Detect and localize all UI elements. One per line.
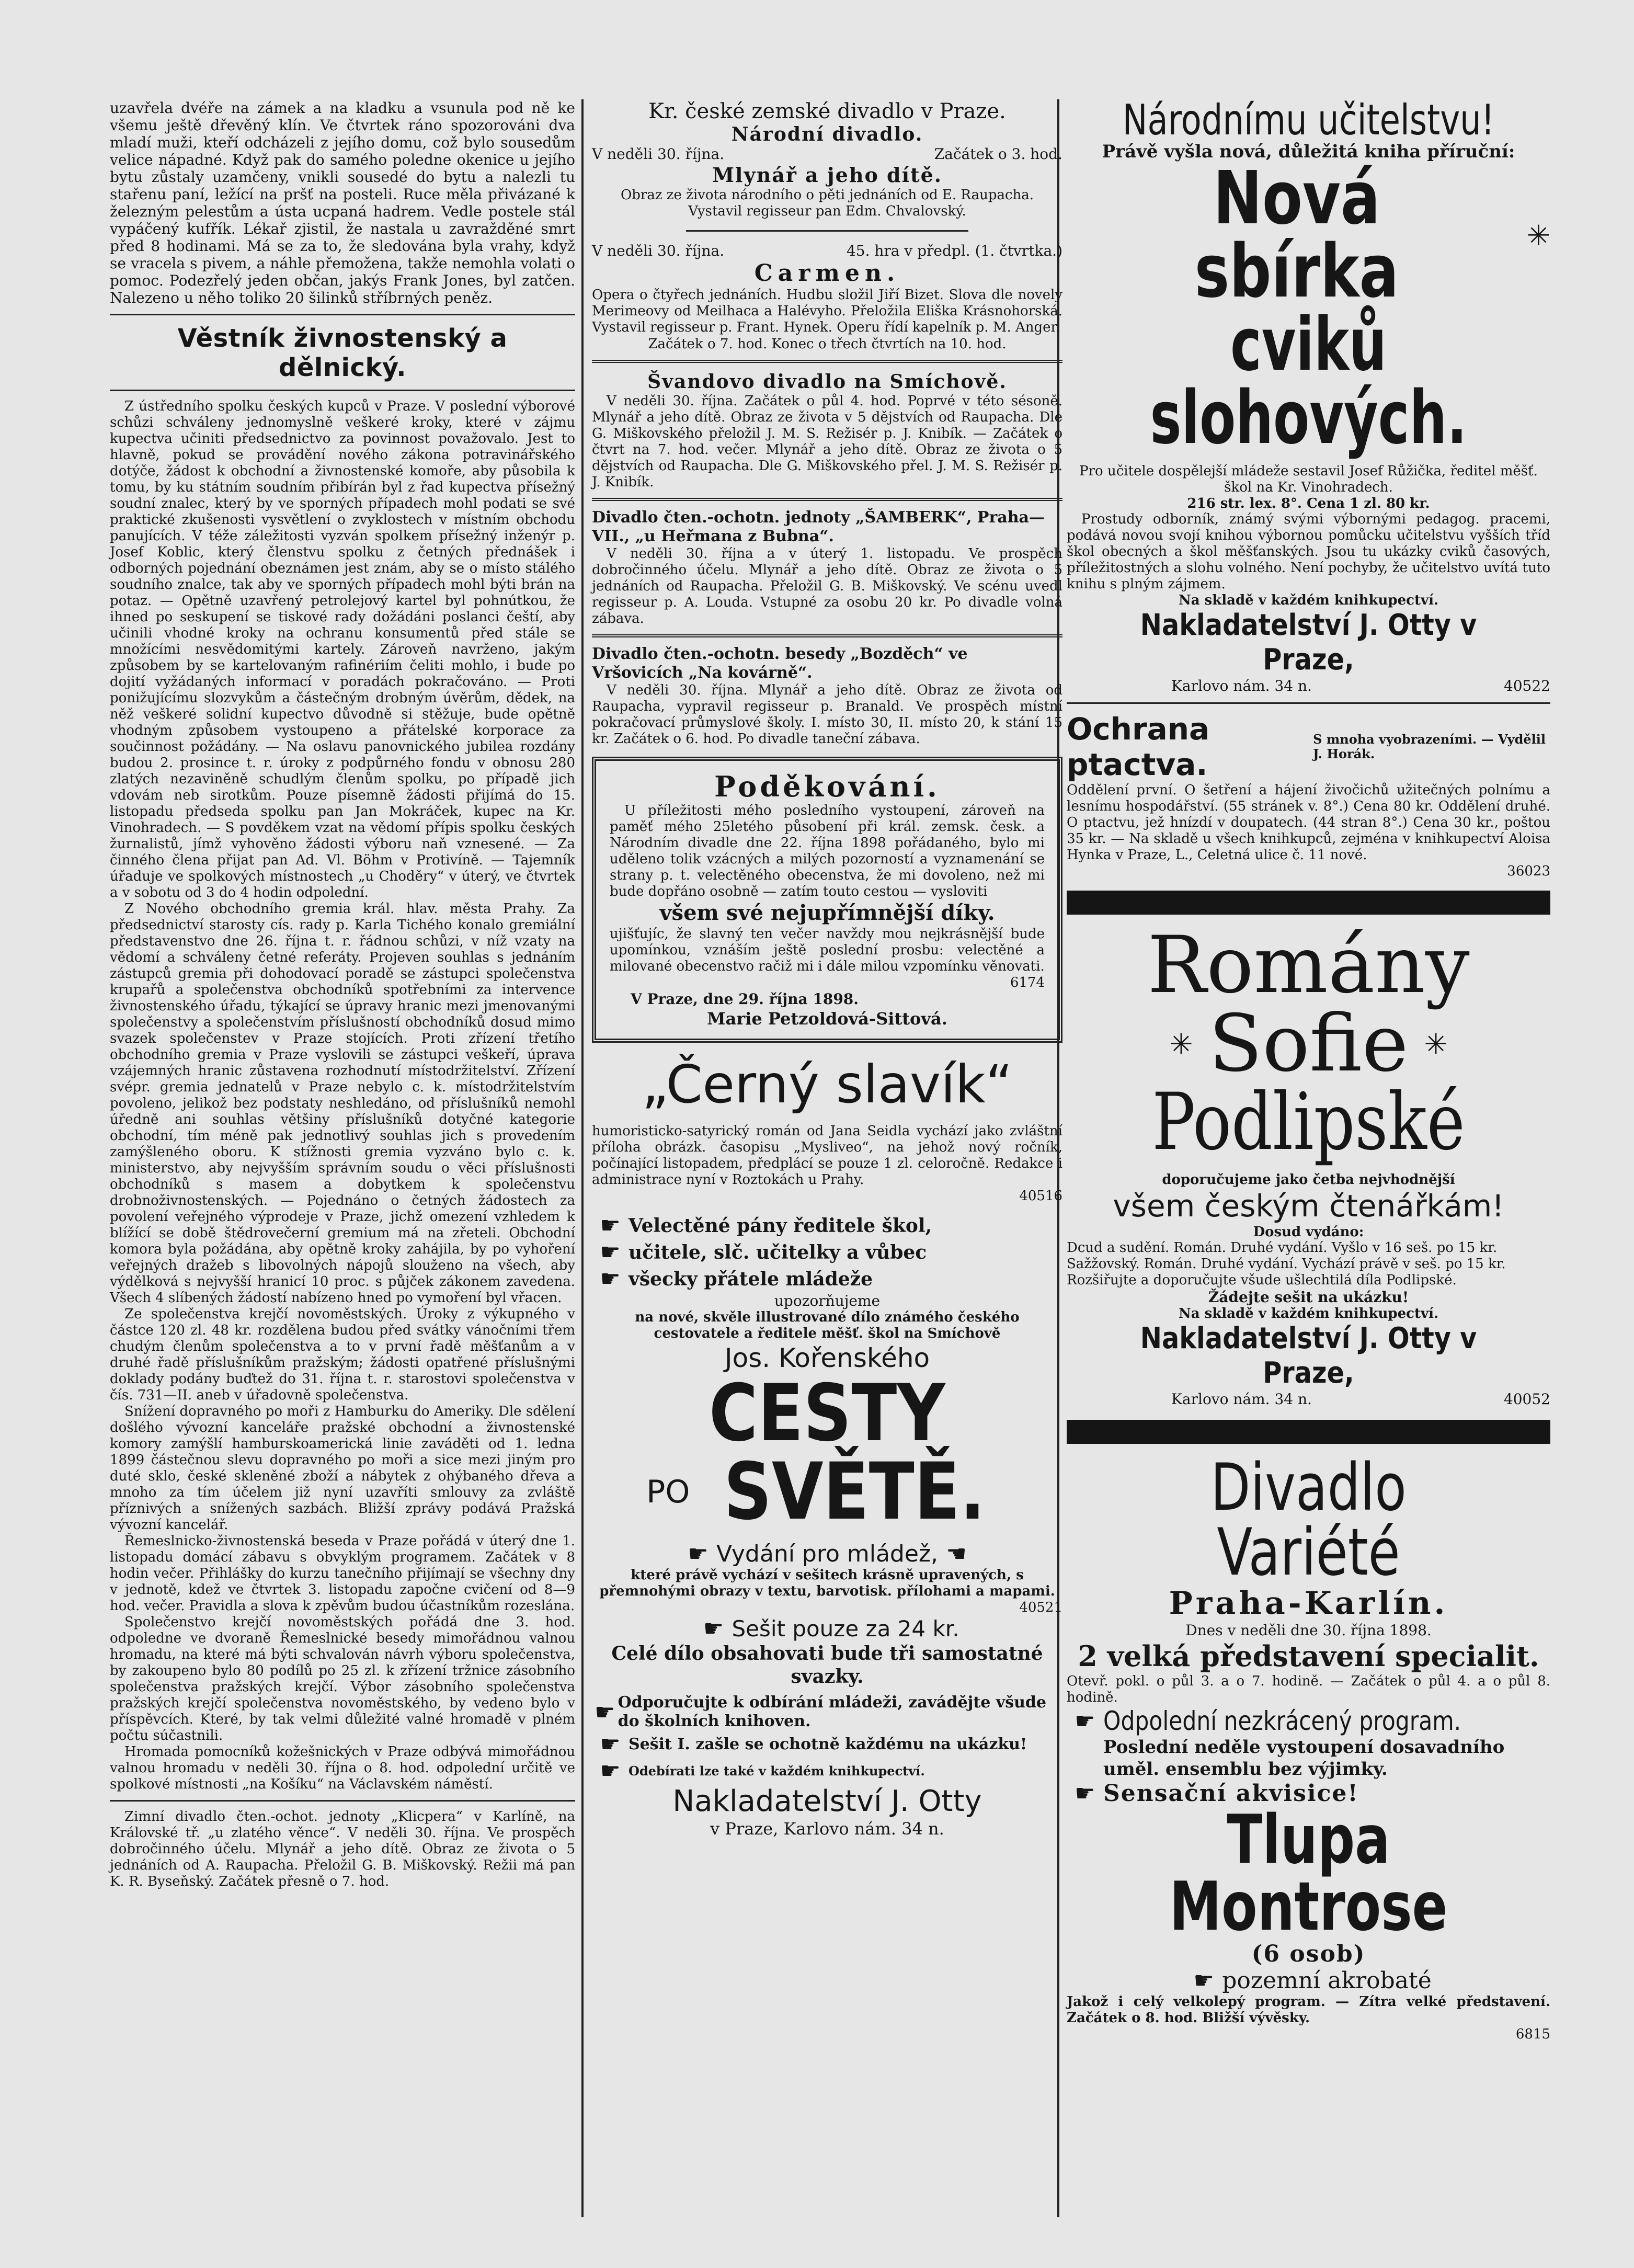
book-title: Ochrana ptactva. <box>1067 711 1210 782</box>
event-line: Sensační akvisice! <box>1103 1780 1359 1807</box>
book-title-word: Sofie <box>1208 998 1409 1089</box>
book-list-item: Sažžovský. Román. Druhé vydání. Vychází právě v seš. po 15 kr. <box>1067 1256 1506 1272</box>
thanks-highlight: všem své nejupřímnější díky. <box>659 901 995 925</box>
ad-text: které právě vychází v sešitech krásně upravených, s přemnohými obrazy v textu, barvotisk. přílohami a mapami. <box>599 1567 1055 1599</box>
ad-text: doporučujeme jako četba nejvhodnější <box>1162 1172 1455 1188</box>
ad-text: Pro učitele dospělejší mládeže sestavil Josef Růžička, ředitel měšť. škol na Kr. Vinohradech. <box>1079 463 1538 495</box>
book-price: 216 str. lex. 8°. Cena 1 zl. 80 kr. <box>1187 496 1430 511</box>
performance-time: Začátek o 3. hod. <box>934 145 1062 163</box>
ad-line: všecky přátele mládeže <box>629 1268 873 1290</box>
divider <box>110 1800 575 1802</box>
divider <box>110 390 575 391</box>
thanks-box <box>592 757 1062 1043</box>
ad-line: učitele, slč. učitelky a vůbec <box>629 1241 927 1263</box>
theatre-subtitle: Národní divadlo. <box>731 123 923 145</box>
publisher-address: Karlovo nám. 34 n. <box>1171 677 1312 694</box>
column-1 <box>110 99 575 1890</box>
book-title-cerny-slavik: „Černý slavík“ <box>642 1054 1013 1115</box>
pointing-line <box>592 1266 1062 1292</box>
divider <box>592 498 1062 501</box>
performance-date: V neděli 30. října. <box>592 145 725 163</box>
pointing-hand-icon: ☛ <box>600 1239 621 1266</box>
column-divider <box>581 99 584 2217</box>
book-title-po-svete <box>592 1446 1062 1537</box>
event-headline: 2 velká představení specialit. <box>1078 1639 1539 1673</box>
ad-text: Žádejte sešit na ukázku! <box>1208 1289 1409 1306</box>
price-text: Sešit pouze za 24 kr. <box>732 1616 959 1642</box>
edition-title: Vydání pro mládež, <box>716 1541 939 1567</box>
event-line: Odpolední nezkrácený program. <box>1103 1706 1461 1736</box>
ad-text: Prostudy odborník, známý svými výbornými pedagog. pracemi, podává novou svojí knihou výbornou pomůcku učitelstvu vyšších tříd škol obecných a škol měšťanských. Jsou tu ukázky cviků časových, příležitostných a slohu volného. Není pochyby, že učitelstvo uvítá tuto knihu s plným zájmem. <box>1067 511 1550 592</box>
divider <box>1067 702 1550 704</box>
theatre-text-smichov: V neděli 30. října. Začátek o půl 4. hod. Poprvé v této sésoně. Mlynář a jeho dítě. Obraz ze života v 5 dějstvích od Raupacha. Dle G. Miškovského přeložil J. M. S. Režisér p. J. Knibík. — Začátek o čtvrt na 7. hod. večer. Mlynář a jeho dítě. Obraz ze života o 5 dějstvích od Raupacha. Dle G. Miškovského přel. J. M. S. Režisér p. J. Knibík. <box>592 393 1062 490</box>
act-title: Tlupa Montrose <box>1169 1801 1448 1946</box>
section-heading: Věstník živnostenský a dělnický. <box>177 324 508 382</box>
ad-text: na nové, skvěle illustrované dílo známého českého cestovatele a ředitele měšť. škol na Smíchově <box>635 1309 1020 1341</box>
ad-text: upozorňujeme <box>774 1292 881 1309</box>
ad-line: Odebírati lze také v každém knihkupectví. <box>629 1763 925 1779</box>
event-times: Otevř. pokl. o půl 3. a o 7. hodině. — Začátek o půl 4. a o půl 8. hodině. <box>1067 1673 1550 1705</box>
pointing-line <box>592 1693 1062 1731</box>
performance-row <box>592 242 1062 260</box>
thanks-date: V Praze, dne 29. října 1898. <box>631 990 859 1008</box>
performance-date: V neděli 30. října. <box>592 242 725 259</box>
pointing-hand-icon: ☛ <box>1075 1780 1095 1807</box>
book-ad-text: humoristicko-satyrický román od Jana Seidla vychází jako zvláštní příloha obrázk. časopisu „Mysliveo“, na jehož nový ročník, počínající listopadem, předplácí se pouze 1 zl. celoročně. Redakce i administrace nyní v Roztokách u Prahy. <box>592 1123 1062 1188</box>
column-3 <box>1067 96 1550 2042</box>
divider <box>110 314 575 315</box>
theatre-title-vrsovice: Divadlo čten.-ochotn. besedy „Bozděch“ ve Vršovicích „Na kovárně“. <box>592 645 968 682</box>
ad-text: Na skladě v každém knihkupectví. <box>1178 1306 1439 1321</box>
author-name: Jos. Kořenského <box>724 1343 930 1373</box>
ad-number: 6815 <box>1515 2026 1550 2042</box>
divider <box>592 634 1062 637</box>
divider <box>592 360 1062 363</box>
book-title-word: Podlipské <box>1152 1077 1465 1168</box>
publisher-address: Karlovo nám. 34 n. <box>1171 1391 1312 1408</box>
edition-line <box>592 1541 1062 1567</box>
ad-number: 36023 <box>1507 863 1550 879</box>
performance-row <box>592 145 1062 163</box>
event-date: Dnes v neděli dne 30. října 1898. <box>1185 1622 1432 1639</box>
article-continuation: uzavřela dvéře na zámek a na kladku a vsunula pod ně ke všemu ještě dřevěný klín. Ve čtvrtek ráno spozorováni dva mladí muži, kteří odcházeli z jejího domu, což bylo sousedům velice nápadné. Když pak do samého poledne okenice u jejího bytu zůstaly uzamčeny, vnikli sousedé do bytu a nalezli tu stařenu paní, ležící na pršť na posteli. Ruce měla přivázané k železným pelestům a ústa ucpaná hadrem. Vedle postele stál vypáčený kufřík. Lékař zjistil, že nastala u zavražděné smrt před 8 hodinami. Má se za to, že sledována byla vrahy, když se vracela s pivem, a náhle přemožena, takže nemohla volati o pomoc. Podezřelý jeden občan, jakýs Frank Jones, byl zatčen. Nalezeno u něho toliko 20 šilinků stříbrných peněz. <box>110 99 575 306</box>
price-line <box>592 1615 1062 1642</box>
pointing-line <box>592 1758 1062 1784</box>
publisher-name: Nakladatelství J. Otty v Praze, <box>1140 1321 1477 1390</box>
pointing-line <box>592 1212 1062 1239</box>
theatre-header: Kr. české zemské divadlo v Praze. <box>648 99 1006 123</box>
publisher-name: Nakladatelství J. Otty v Praze, <box>1140 608 1477 677</box>
ad-number: 40516 <box>1019 1188 1062 1204</box>
star-ornament-icon: ✳ <box>1424 1027 1448 1061</box>
news-item: Snížení dopravného po moři z Hamburku do Ameriky. Dle sdělení došlého vývozní kanceláře pražské obchodní a živnostenské komory zamýšlí hamburskoamerická linie zaváděti od 1. ledna 1899 částečnou slevu dopravného po moři a sice mezi jiným pro duté sklo, české skleněné zboží a nábytek z ohýbaného dřeva a mnoho za tím účelem již nyní uzavříti smlouvy za zvláště příznivých a snížených sazbách. Bližší zprávy podává Pražská vývozní kancelář. <box>110 1404 575 1533</box>
theatre-text-samberk: V neděli 30. října a v úterý 1. listopadu. Ve prospěch dobročinného účelu. Mlynář a jeho dítě. Obraz ze života o 5 jednáních od Raupacha. Přeložil G. B. Miškovský. Ve scénu uvedl regisseur p. A. Louda. Vstupné za osobu 20 kr. Po divadle volná zábava. <box>592 546 1062 626</box>
publisher-name: Nakladatelství J. Otty <box>672 1784 982 1818</box>
book-title-word: Nová sbírka <box>1194 156 1399 314</box>
event-text: Jakož i celý velkolepý program. — Zítra velké představení. Začátek o 8. hod. Bližší vývěsky. <box>1067 1994 1550 2026</box>
book-subtitle: S mnoha vyobrazeními. — Vydělil J. Horák. <box>1313 732 1546 761</box>
ochrana-header <box>1067 711 1550 782</box>
ad-line: Sešit I. zašle se ochotně každému na ukázku! <box>629 1735 1027 1753</box>
pointing-hand-icon: ☛ <box>600 1758 621 1784</box>
news-item: Hromada pomocníků kožešnických v Praze odbývá mimořádnou valnou hromadu v neděli 30. října o 8. hod. odpolední určitě ve spolkové místnosti „na Košíku“ na Václavském náměstí. <box>110 1744 575 1792</box>
news-item: Z ústředního spolku českých kupců v Praze. V poslední výborové schůzi schváleny jednomyslně veškeré kroky, které v zájmu kupectva učiniti předsednictvo za povinnost považovalo. Jest to hlavně, pokud se provádění nového zákona potravinářského dotýče, žádost k obchodní a živnostenské komoře, aby působila k tomu, by ku státním soudním přibírán byl z řad kupectva přísežný soudní znalec, který by ve sporných případech mohl podati se své praktické zkušenosti vysvětlení o zvyklostech v místním obchodu panujících. V téže záležitosti vyzván spolkem přísežný inženýr p. Josef Koblic, který členstvu spolku z četných přednášek i odborných pojednání obeznámen jest znám, aby se o místo stálého soudního znalce, tak aby ve sporných případech mohl býti brán na potaz. — Opětně uzavřený petrolejový kartel byl pohnútkou, že ihned po seskupení se tiskové rady dožádáni poslanci čeští, aby učinili vhodné kroky na ochranu konsumentů před stále se množícími nesvědomitými kartely. Zároveň navrženo, jakým způsobem by se kartelovaným rafinériím čeliti mohlo, i bude po dojití vyžádaných informací v poradách pokračováno. — Proti ponižujícímu slozvykům a částečným drobným úvěrům, dědek, na něž veškeré solidní kupectvo důvodně si stěžuje, bude opětně vhodným způsobem vystoupeno a přátelské korporace za součinnost požádány. — Na oslavu panovnického jubilea rozdány budou 2. prosince t. r. úroky z podpůrného fondu v obnosu 280 zlatých nezaviněně schudlým členům spolku, po případě jich vdovám neb sirotkům. Pouze písemně žádosti přijímá do 15. listopadu předseda spolku pan Jan Mokráček, kupec na Kr. Vinohradech. — S povděkem vzat na vědomí přípis spolku českých žurnalistů, jímž vyhověno žádosti výboru naň vznesené. — Za činného člena přijat pan Ad. Vl. Böhm v Protivíně. — Tajemník úřaduje ve spolkových místnostech „u Choděry“ v úterý, ve čtvrtek a v sobotu od 3 do 4 hodin odpolední. <box>110 398 575 901</box>
publisher-row <box>1067 1391 1550 1408</box>
book-title-line <box>1067 156 1550 314</box>
publisher-address: v Praze, Karlovo nám. 34 n. <box>710 1819 944 1839</box>
news-item: Společenstvo krejčí novoměstských pořádá dne 3. hod. odpoledne ve dvoraně Řemeslnické besedy mimořádnou valnou hromadu, na které má býti schvalován návrh výboru společenstva, by zakoupeno bylo 80 podílů po 25 zl. k zřízení tržnice zásobního společenstva pražských krejčí. Výbor zásobního společenstva pražských krejčí společenstva novoměstského, by vedeno bylo v příspěvcích. Které, by tak velmi důležité valné hromadě v plném počtu súčastnili. <box>110 1614 575 1743</box>
ad-number: 40052 <box>1503 1391 1550 1408</box>
pointing-hand-icon: ☛ <box>1193 1967 1214 1994</box>
play-title: Carmen. <box>754 260 900 287</box>
venue-location: Praha-Karlín. <box>1169 1585 1448 1622</box>
ad-number: 40521 <box>1019 1600 1062 1615</box>
performance-time: Začátek o 7. hod. Konec o třech čtvrtích na 10. hod. <box>648 336 1007 352</box>
ad-subhead: Právě vyšla nová, důležitá kniha příruční: <box>1102 141 1515 162</box>
star-ornament-icon: ✳ <box>1526 219 1550 252</box>
book-title-word: CESTY <box>709 1368 945 1459</box>
pointing-hand-icon: ☛ <box>703 1615 724 1642</box>
ad-headline: Národnímu učitelstvu! <box>1122 96 1495 144</box>
black-rule <box>1067 891 1550 915</box>
news-item: Řemeslnicko-živnostenská beseda v Praze pořádá v úterý dne 1. listopadu domácí zábavu s obvyklým programem. Začátek v 8 hodin večer. Přihlášky do kurzu tanečního přijímají se všechny dny v jednotě, kdež ve čtvrtek 3. listopadu započne cvičení od 8—9 hod. večer. Pravidla a slova k zpěvům budou účastníkům rozeslána. <box>110 1533 575 1614</box>
ad-text: Celé dílo obsahovati bude tři samostatné svazky. <box>611 1643 1043 1688</box>
ad-number: 40522 <box>1503 677 1550 694</box>
subscription-note: 45. hra v předpl. (1. čtvrtka.) <box>846 242 1062 259</box>
black-rule <box>1067 1420 1550 1444</box>
column-2 <box>592 99 1062 1839</box>
ad-headline: všem českým čtenářkám! <box>1113 1188 1504 1224</box>
book-title-word: PO <box>646 1474 690 1510</box>
venue-title: Divadlo Variété <box>1210 1450 1407 1590</box>
pointing-line <box>592 1239 1062 1266</box>
ad-text: Rozšiřujte a doporučujte všude ušlechtilá díla Podlipské. <box>1067 1272 1457 1288</box>
play-title: Mlynář a jeho dítě. <box>712 163 943 187</box>
thanks-signature: Marie Petzoldová-Sittová. <box>707 1009 947 1029</box>
news-item: Z Nového obchodního gremia král. hlav. města Prahy. Za předsednictví starosty cís. rady p. Karla Tichého konalo gremiální představenstvo dne 26. října t. r. řádnou schůzi, v níž vzaty na vědomí a schváleny četné referáty. Projeven souhlas s jednáním zástupců gremia při dohodovací poradě se zástupci společenstva krupařů a společenstva obchodníků spotřebními za intervence živnostenského úřadu, týkající se úpravy hranic mezi jmenovanými společenstvy a společenstvím příslušností obchodníků dosud mimo svazek společenstev v Praze stojících. Proti zřízení třetího obchodního gremia v Praze vyslovili se zástupci veškeří, úprava vzájemných hranic zůstavena rozhodnutí místodržitelství. Zřízení svépr. gremia jednatelů v Praze nebylo c. k. místodržitelstvím povoleno, jelikož bez podstaty neshledáno, od příslušníků nemohl úředně ani souhlas většiny příslušníků dotyčné kategorie obchodní, tím méně pak jednotlivý souhlas jich s provedením zamýšleného oboru. K stížnosti gremia vyzváno bylo c. k. ministerstvo, aby nejvyšším správním soudu o věci příslušnosti obchodníků s masem a dobytkem k společenstvu drobnoživnostenských. — Pojednáno o četných žádostech za povolení veřejného výprodeje v Praze, jichž omezení vzhledem k blížící se době štědrovečerní gremium má na zřeteli. Obchodní komora byla požádána, aby opětně kroky zahájila, by po vyhoření veřejných dražeb s libovolných nápojů slouženo na všech, aby výdělková s nejvyšší hranicí 10 proc. s půjček zákonem zavedena. Všech 4 slíbených žádostí nabízeno hned po vymoření byl vřacen. <box>110 901 575 1306</box>
thanks-title: Poděkování. <box>714 770 940 803</box>
theatre-title-samberk: Divadlo čten.-ochotn. jednoty „ŠAMBERK“, Praha—VII., „u Heřmana z Bubna“. <box>592 508 1045 545</box>
pointing-line <box>1067 1967 1550 1994</box>
play-description: Obraz ze života národního o pěti jednáních od E. Raupacha. Vystavil regisseur pan Edm. Chvalovský. <box>620 187 1034 219</box>
thanks-text: U příležitosti mého posledního vystoupení, zároveň na paměť mého 25letého působení při král. zemsk. česk. a Národním divadle dne 22. října 1898 pořádaného, bylo mi uděleno tolik vzácných a milých pozorností a vyznamenání se strany p. t. velectěného obecenstva, že mi dovoleno, než mi bude dopřáno osobně — zatím touto cestou — vysloviti <box>610 803 1045 899</box>
theatre-text-vrsovice: V neděli 30. října. Mlynář a jeho dítě. Obraz ze života od Raupacha, vypravil regisseur p. Branald. Ve prospěch místní pokračovací průmyslové školy. I. místo 30, II. místo 20, k stání 15 kr. Začátek o 6. hod. Po divadle taneční zábava. <box>592 682 1062 747</box>
pointing-hand-icon: ☛ <box>600 1212 621 1239</box>
ad-text: Oddělení první. O šetření a hájení živočichů užitečných polnímu a lesnímu hospodářství. (55 stránek v. 8°.) Cena 80 kr. Oddělení druhé. O ptactvu, jež hnízdí v doupatech. (44 stran 8°.) Cena 30 kr., poštou 35 kr. — Na skladě u všech knihkupců, zejména v knihkupectví Aloisa Hynka v Praze, L., Celetná ulice č. 11 nové. <box>1067 782 1550 863</box>
event-text: Poslední neděle vystoupení dosavadního uměl. ensemblu bez výjimky. <box>1103 1737 1505 1780</box>
theatre-notice-klicpera: Zimní divadlo čten.-ochot. jednoty „Klicpera“ v Karlíně, na Královské tř. „u zlatého věnce“. V neděli 30. října. Ve prospěch dobročinného účelu. Mlynář a jeho dítě. Obraz ze života o 5 jednáních od A. Raupacha. Přeložil G. B. Miškovský. Režii má pan K. R. Byseňský. Začátek přesně o 7. hod. <box>110 1809 575 1889</box>
pointing-line <box>1067 1706 1550 1736</box>
ad-number: 6174 <box>1010 975 1045 990</box>
book-title-line <box>1067 998 1550 1089</box>
pointing-hand-icon: ☛ <box>688 1541 709 1567</box>
event-line: pozemní akrobaté <box>1222 1967 1432 1994</box>
publisher-row <box>1067 677 1550 695</box>
pointing-hand-icon: ☛ <box>600 1266 621 1292</box>
book-title-word: cviků slohových. <box>1150 302 1467 461</box>
ad-text: Na skladě v každém knihkupectví. <box>1178 592 1439 608</box>
act-count: (6 osob) <box>1251 1941 1366 1967</box>
book-list-item: Dcud a sudění. Román. Druhé vydání. Vyšlo v 16 seš. po 15 kr. <box>1067 1240 1498 1256</box>
ad-line: Velectěné pány ředitele škol, <box>629 1214 932 1237</box>
pointing-line <box>592 1731 1062 1758</box>
ad-line: Odporučujte k odbírání mládeži, zavádějte všude do školních knihoven. <box>618 1693 1046 1730</box>
book-title-word: SVĚTĚ. <box>723 1446 985 1537</box>
divider <box>686 230 968 232</box>
theatre-title-smichov: Švandovo divadlo na Smíchově. <box>647 371 1007 393</box>
pointing-hand-icon: ☛ <box>595 1699 615 1726</box>
pointing-hand-icon: ☛ <box>600 1731 621 1758</box>
book-title-word: Romány <box>1147 920 1470 1011</box>
pointing-hand-icon: ☚ <box>946 1541 967 1567</box>
pointing-hand-icon: ☛ <box>1075 1707 1095 1735</box>
thanks-text-2: ujišťujíc, že slavný ten večer navždy mou nejkrásnější bude upomínkou, vznáším ještě poslední prosbu: velectěné a milované obecenstvo račiž mi i dále milou vzpomínku věnovati. <box>610 926 1045 974</box>
news-item: Ze společenstva krejčí novoměstských. Úroky z výkupného v částce 120 zl. 48 kr. rozdělena budou před svátky vánočními třem chudým členům společenstva a to v první řadě měšťanům a v druhé řadě příslušníkům pražským; žádosti opatřené příslušnými doklady podány buďtež do 31. října t. r. starostovi společenstva v čís. 731—II. aneb v úřadovně společenstva. <box>110 1306 575 1403</box>
star-ornament-icon: ✳ <box>1169 1027 1193 1061</box>
book-title-cesty <box>592 1368 1062 1459</box>
play-description: Opera o čtyřech jednáních. Hudbu složil Jiří Bizet. Slova dle novely Merimeovy od Meilhaca a Halévyho. Přeložila Eliška Krásnohorská. Vystavil regisseur p. Frant. Hynek. Operu řídí kapelník p. M. Anger. <box>592 287 1062 335</box>
ad-text: Dosud vydáno: <box>1253 1224 1364 1240</box>
